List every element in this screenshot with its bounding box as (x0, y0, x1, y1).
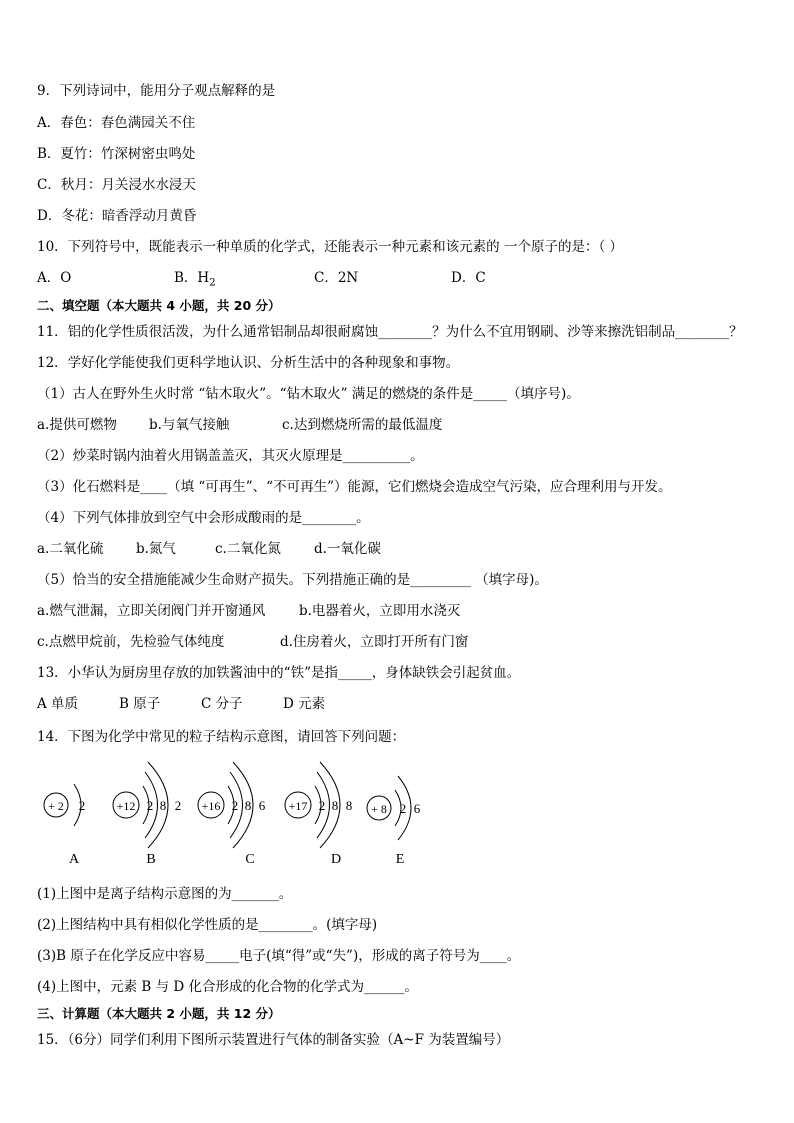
atom-c-shell-1: 2 (231, 798, 239, 813)
atom-b-shell-1: 2 (146, 798, 154, 813)
atom-d-shell-2: 8 (331, 798, 339, 813)
atom-d-label: D (330, 852, 342, 867)
atom-a-nucleus: + 2 (48, 799, 64, 813)
q12-part1: （1）古人在野外生火时常 “钻木取火”。“钻木取火” 满足的燃烧的条件是_____（填序号)。 (37, 386, 580, 402)
atom-a-shell-1: 2 (78, 798, 86, 813)
q12-p5-option-b: b.电器着火，立即用水浇灭 (299, 603, 461, 619)
atom-d-shell-3: 8 (345, 798, 353, 813)
q12-p4-option-a: a.二氧化硫 (37, 541, 104, 557)
q12-part5-options-row2 (37, 633, 468, 651)
atom-e-shell-1: 2 (399, 801, 407, 816)
q12-p1-option-a: a.提供可燃物 (37, 417, 117, 433)
q12-p5-option-d: d.住房着火，立即打开所有门窗 (280, 634, 469, 650)
q12-part4-options (37, 540, 381, 558)
atom-structure-diagram (30, 760, 430, 870)
atom-c-shell-3: 6 (258, 798, 266, 813)
q12-p4-option-c: c.二氧化氮 (215, 541, 281, 557)
q10-option-d: D．C (451, 270, 486, 286)
q9-option-b: B．夏竹：竹深树密虫鸣处 (37, 146, 196, 162)
q14-stem: 14．下图为化学中常见的粒子结构示意图，请回答下列问题： (37, 729, 406, 745)
atom-c-label: C (245, 852, 255, 867)
atom-d-nucleus: +17 (288, 799, 308, 813)
q12-stem: 12．学好化学能使我们更科学地认识、分析生活中的各种现象和事物。 (37, 355, 460, 371)
atom-b-shell-3: 2 (174, 798, 182, 813)
section-3-heading: 三、计算题（本大题共 2 小题，共 12 分） (37, 1006, 281, 1021)
q15: 15．（6分）同学们利用下图所示装置进行气体的制备实验（A~F 为装置编号） (37, 1032, 510, 1048)
q9-option-d: D．冬花：暗香浮动月黄昏 (37, 208, 197, 224)
atom-b (113, 762, 181, 867)
atom-d (285, 762, 352, 867)
q12-part4: （4）下列气体排放到空气中会形成酸雨的是________。 (37, 510, 370, 526)
q10-stem: 10．下列符号中，既能表示一种单质的化学式，还能表示一种元素和该元素的 一个原子的是：（ ） (37, 239, 624, 255)
section-2-heading: 二、填空题（本大题共 4 小题，共 20 分） (37, 298, 281, 313)
atom-b-nucleus: +12 (116, 799, 136, 813)
q10-option-b: B．$H_2$ (174, 270, 216, 289)
q12-part3: （3）化石燃料是____（填 “可再生”、“不可再生”）能源，它们燃烧会造成空气污染，应合理利用与开发。 (37, 479, 672, 495)
atom-b-shell-2: 8 (159, 798, 167, 813)
q10-option-a: A．O (37, 270, 72, 286)
atom-c-shell-2: 8 (244, 798, 252, 813)
q13-option-a: A 单质 (37, 696, 79, 712)
q9-option-a: A．春色：春色满园关不住 (37, 115, 196, 131)
q10-option-b-subscript: 2 (209, 277, 216, 289)
q12-part5-options-row1 (37, 602, 460, 620)
atom-e-nucleus: + 8 (371, 802, 387, 816)
q9-option-c: C．秋月：月关浸水水浸天 (37, 177, 196, 193)
q12-part1-options (37, 416, 442, 434)
atom-a (44, 784, 85, 867)
atom-e-label: E (395, 852, 405, 867)
q12-p1-option-c: c.达到燃烧所需的最低温度 (282, 417, 443, 433)
atom-a-label: A (68, 852, 80, 867)
q12-part5: （5）恰当的安全措施能减少生命财产损失。下列措施正确的是_________ （填字母)。 (37, 572, 548, 588)
q12-p1-option-b: b.与氧气接触 (149, 417, 230, 433)
q13-stem: 13．小华认为厨房里存放的加铁酱油中的“铁”是指_____，身体缺铁会引起贫血。 (37, 665, 521, 681)
q12-part2: （2）炒菜时锅内油着火用锅盖盖灭，其灭火原理是__________。 (37, 448, 424, 464)
q14-sub4: (4)上图中，元素 B 与 D 化合形成的化合物的化学式为______。 (37, 979, 419, 995)
q12-p4-option-b: b.氮气 (136, 541, 176, 557)
q13-option-c: C 分子 (201, 696, 243, 712)
q10-options (37, 269, 486, 293)
q13-options (37, 695, 325, 713)
atom-e (367, 776, 421, 867)
q11: 11．铝的化学性质很活泼，为什么通常铝制品却很耐腐蚀________？为什么不宜用钢刷、沙等来擦洗铝制品________？ (37, 324, 743, 340)
atom-c-nucleus: +16 (201, 799, 221, 813)
q14-sub1: (1)上图中是离子结构示意图的为_______。 (37, 886, 293, 902)
q14-sub2: (2)上图结构中具有相似化学性质的是________。(填字母) (37, 917, 378, 933)
atom-b-label: B (146, 852, 156, 867)
q13-option-d: D 元素 (283, 696, 326, 712)
atom-c (198, 762, 266, 867)
q13-option-b: B 原子 (119, 696, 161, 712)
q12-p5-option-c: c.点燃甲烷前，先检验气体纯度 (37, 634, 225, 650)
q12-p4-option-d: d.一氧化碳 (314, 541, 381, 557)
q10-option-c: C．2N (314, 270, 359, 286)
q14-sub3: (3)B 原子在化学反应中容易_____电子(填“得”或“失”)，形成的离子符号为____。 (37, 948, 521, 964)
q12-p5-option-a: a.燃气泄漏，立即关闭阀门并开窗通风 (37, 603, 266, 619)
atom-d-shell-1: 2 (318, 798, 326, 813)
q9-stem: 9．下列诗词中，能用分子观点解释的是 (37, 83, 276, 99)
atom-e-shell-2: 6 (413, 801, 421, 816)
